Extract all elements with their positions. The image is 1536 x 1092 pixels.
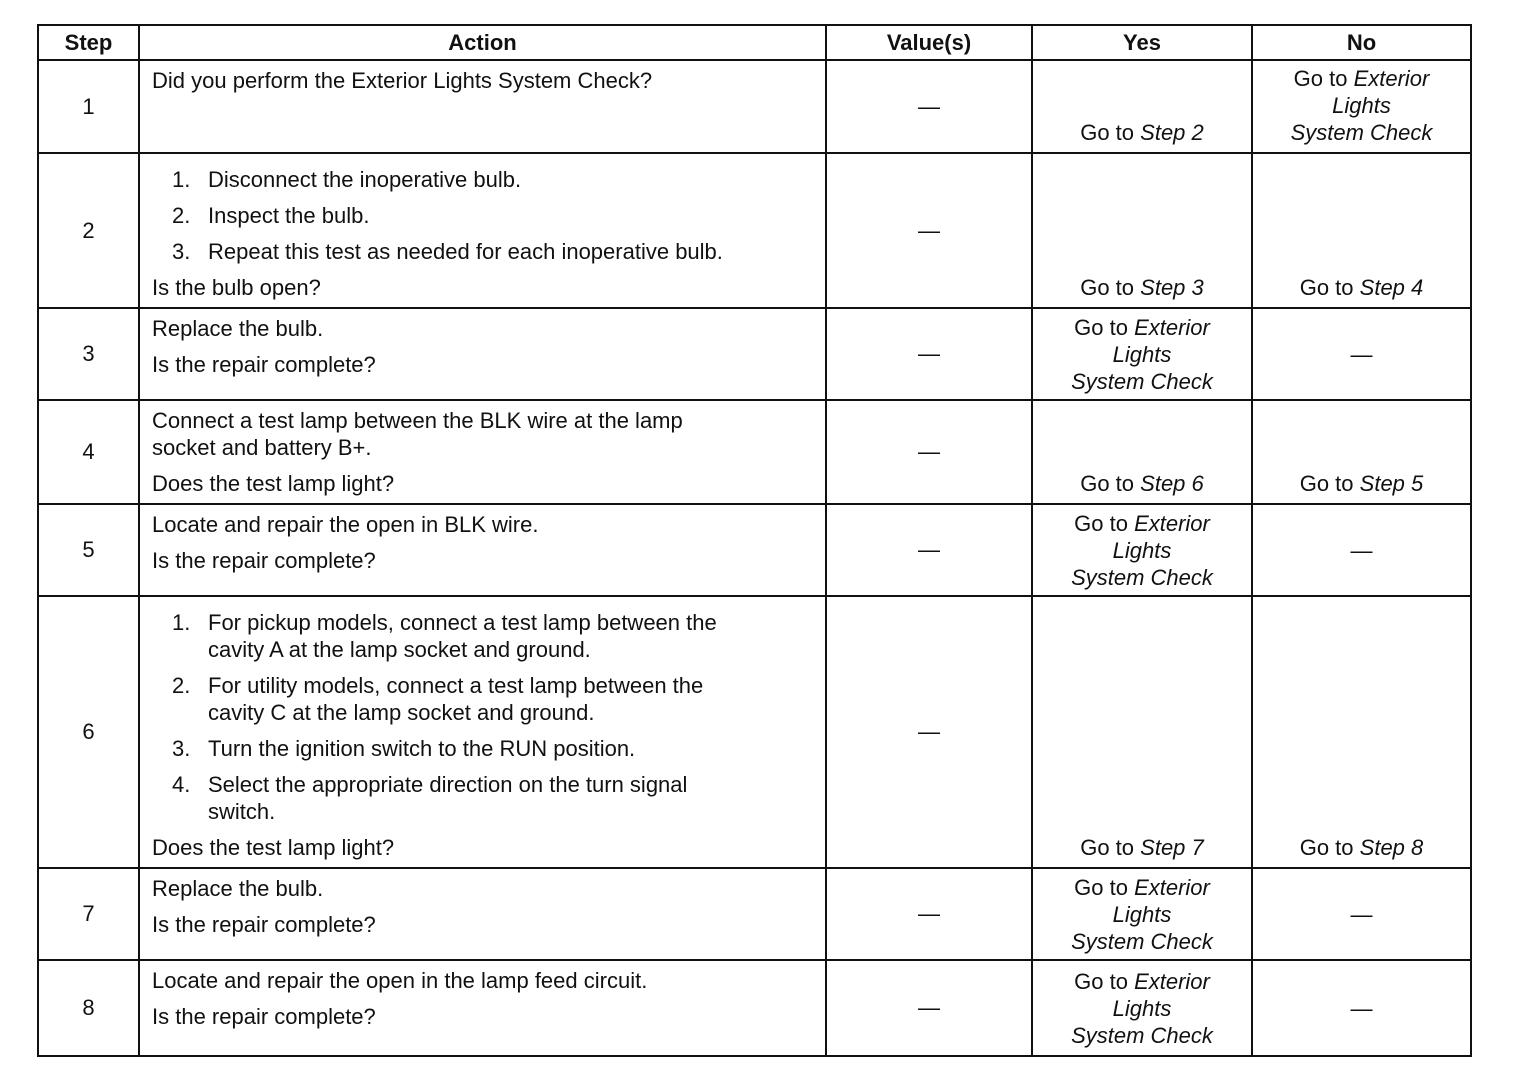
system-check-link-line[interactable]: System Check <box>1071 1022 1213 1048</box>
question-text: Did you perform the Exterior Lights System Check? <box>152 68 653 93</box>
system-check-link-line[interactable]: System Check <box>1071 564 1213 590</box>
step-link[interactable]: Step 2 <box>1140 120 1204 145</box>
yes-cell[interactable] <box>1032 308 1252 400</box>
system-check-link-line[interactable]: System Check <box>1071 368 1213 394</box>
action-steps <box>152 609 815 825</box>
yes-cell[interactable] <box>1032 960 1252 1056</box>
action-cell <box>139 868 826 960</box>
value-cell: — <box>826 868 1032 960</box>
system-check-link[interactable]: Exterior <box>1134 874 1210 900</box>
table-row <box>38 596 1471 868</box>
list-item: 2. For utility models, connect a test lamp between the cavity C at the lamp socket and ground. <box>172 673 704 725</box>
yes-cell[interactable] <box>1032 400 1252 504</box>
header-values: Value(s) <box>826 25 1032 60</box>
step-link[interactable]: Step 5 <box>1359 471 1424 496</box>
question-text: Is the bulb open? <box>152 275 321 300</box>
table-row <box>38 868 1471 960</box>
question-text: Is the repair complete? <box>152 912 376 937</box>
question-text: Does the test lamp light? <box>152 471 395 496</box>
no-cell: — <box>1252 308 1471 400</box>
header-step: Step <box>38 25 139 60</box>
table-row <box>38 960 1471 1056</box>
header-row <box>38 25 1471 60</box>
step-link[interactable]: Step 6 <box>1140 471 1204 496</box>
action-steps <box>152 166 815 265</box>
value-cell: — <box>826 400 1032 504</box>
system-check-link-line[interactable]: Lights <box>1332 93 1391 118</box>
step-number: 5 <box>38 504 139 596</box>
action-cell <box>139 596 826 868</box>
yes-cell[interactable] <box>1032 868 1252 960</box>
step-link[interactable]: Step 3 <box>1140 275 1204 300</box>
question-text: Is the repair complete? <box>152 352 376 377</box>
table-row <box>38 153 1471 308</box>
no-cell[interactable] <box>1252 400 1471 504</box>
goto-text: Go to <box>1074 968 1128 994</box>
goto-text: Go to <box>1074 874 1128 900</box>
goto-text: Go to <box>1299 275 1354 300</box>
step-number: 8 <box>38 960 139 1056</box>
goto-text: Go to <box>1080 120 1135 145</box>
system-check-link-line[interactable]: Lights <box>1112 537 1172 563</box>
list-item: 4. Select the appropriate direction on the turn signal switch. <box>172 772 688 824</box>
system-check-link-line[interactable]: Lights <box>1112 901 1172 927</box>
step-link[interactable]: Step 4 <box>1359 275 1424 300</box>
yes-cell[interactable] <box>1032 596 1252 868</box>
action-cell <box>139 308 826 400</box>
system-check-link[interactable]: Exterior <box>1134 314 1210 340</box>
step-number: 6 <box>38 596 139 868</box>
table-row <box>38 400 1471 504</box>
action-text: Connect a test lamp between the BLK wire at the lamp <box>152 408 683 433</box>
question-text: Is the repair complete? <box>152 548 376 573</box>
yes-cell[interactable] <box>1032 504 1252 596</box>
action-cell <box>139 153 826 308</box>
header-action: Action <box>139 25 826 60</box>
no-cell: — <box>1252 960 1471 1056</box>
action-cell <box>139 400 826 504</box>
yes-cell[interactable] <box>1032 153 1252 308</box>
no-cell: — <box>1252 504 1471 596</box>
no-cell: — <box>1252 868 1471 960</box>
system-check-link[interactable]: Exterior <box>1134 510 1210 536</box>
step-number: 2 <box>38 153 139 308</box>
table-row <box>38 308 1471 400</box>
goto-text: Go to <box>1080 275 1135 300</box>
goto-text: Go to <box>1074 314 1128 340</box>
goto-text: Go to <box>1074 510 1128 536</box>
system-check-link-line[interactable]: System Check <box>1071 928 1213 954</box>
question-text: Does the test lamp light? <box>152 835 395 860</box>
list-item: 3. Repeat this test as needed for each inoperative bulb. <box>172 239 723 264</box>
step-link[interactable]: Step 7 <box>1140 835 1204 860</box>
action-text: Replace the bulb. <box>152 316 324 341</box>
header-yes: Yes <box>1032 25 1252 60</box>
action-cell <box>139 960 826 1056</box>
step-link[interactable]: Step 8 <box>1359 835 1424 860</box>
diagnostic-table <box>37 24 1472 1057</box>
list-item: 1. Disconnect the inoperative bulb. <box>172 167 522 192</box>
system-check-link-line[interactable]: System Check <box>1290 120 1433 145</box>
list-item: 2. Inspect the bulb. <box>172 203 370 228</box>
value-cell: — <box>826 153 1032 308</box>
value-cell: — <box>826 596 1032 868</box>
action-text: Replace the bulb. <box>152 876 324 901</box>
step-number: 4 <box>38 400 139 504</box>
table-row <box>38 504 1471 596</box>
goto-text: Go to <box>1080 471 1135 496</box>
system-check-link-line[interactable]: Lights <box>1112 341 1172 367</box>
goto-text: Go to <box>1299 835 1354 860</box>
action-text: Locate and repair the open in the lamp feed circuit. <box>152 968 648 993</box>
action-cell <box>139 504 826 596</box>
value-cell: — <box>826 60 1032 153</box>
action-cell <box>139 60 826 153</box>
action-text: socket and battery B+. <box>152 435 372 460</box>
system-check-link[interactable]: Exterior <box>1134 968 1210 994</box>
no-cell[interactable] <box>1252 60 1471 153</box>
yes-cell[interactable] <box>1032 60 1252 153</box>
value-cell: — <box>826 308 1032 400</box>
header-no: No <box>1252 25 1471 60</box>
no-cell[interactable] <box>1252 153 1471 308</box>
list-item: 3. Turn the ignition switch to the RUN position. <box>172 736 636 761</box>
system-check-link[interactable]: Exterior <box>1353 66 1430 91</box>
no-cell[interactable] <box>1252 596 1471 868</box>
question-text: Is the repair complete? <box>152 1004 376 1029</box>
step-number: 3 <box>38 308 139 400</box>
value-cell: — <box>826 960 1032 1056</box>
goto-text: Go to <box>1299 471 1354 496</box>
table-row <box>38 60 1471 153</box>
list-item: 1. For pickup models, connect a test lamp between the cavity A at the lamp socket and ground. <box>172 610 717 662</box>
value-cell: — <box>826 504 1032 596</box>
goto-text: Go to <box>1293 66 1348 91</box>
system-check-link-line[interactable]: Lights <box>1112 995 1172 1021</box>
action-text: Locate and repair the open in BLK wire. <box>152 512 539 537</box>
goto-text: Go to <box>1080 835 1135 860</box>
step-number: 1 <box>38 60 139 153</box>
step-number: 7 <box>38 868 139 960</box>
